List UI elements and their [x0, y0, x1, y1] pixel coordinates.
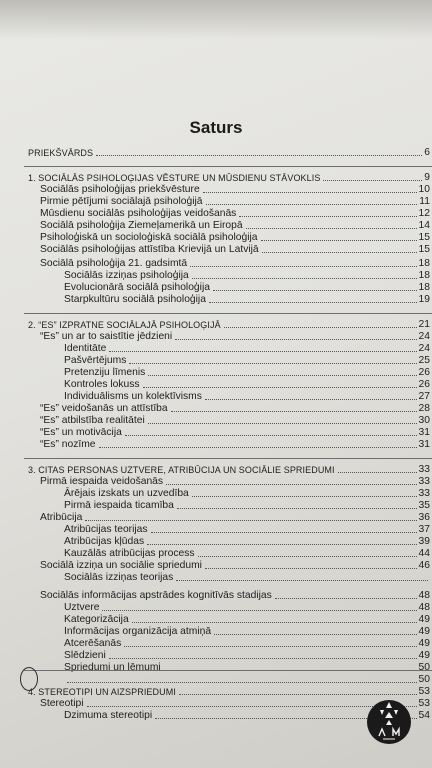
toc-entry — [64, 638, 430, 650]
toc-entry — [64, 548, 430, 560]
toc-entry-page: 12 — [418, 208, 430, 219]
dot-leader — [132, 622, 417, 623]
toc-entry-title: Psiholoģiskā un socioloģiskā sociālā psiholoģija — [40, 232, 258, 243]
toc-entry-title: “Es” veidošanās un attīstība — [40, 403, 168, 414]
toc-entry-page: 50 — [418, 662, 430, 673]
toc-entry — [40, 476, 430, 488]
toc-entry-page: 6 — [424, 147, 430, 158]
dot-leader — [148, 423, 417, 424]
toc-entry — [28, 319, 430, 331]
dot-leader — [261, 240, 417, 241]
toc-entry-title: Pirmā iespaida veidošanās — [40, 476, 164, 487]
toc-entry-page: 18 — [418, 282, 430, 293]
dot-leader — [205, 568, 417, 569]
toc-entry-title: 1. SOCIĀLĀS PSIHOLOĢIJAS VĒSTURE UN MŪSDIENU STĀVOKLIS — [28, 173, 321, 183]
toc-entry — [64, 270, 430, 282]
toc-entry-title: Sociālā psiholoģija 21. gadsimtā — [40, 258, 188, 269]
toc-entry-page: 53 — [418, 686, 430, 697]
toc-entry-page: 33 — [418, 464, 430, 475]
dot-leader — [246, 228, 417, 229]
dot-leader — [262, 252, 417, 253]
toc-entry-title: Identitāte — [64, 343, 107, 354]
toc-entry-title: Pirmā iespaida ticamība — [64, 500, 174, 511]
dot-leader — [323, 180, 422, 181]
toc-entry-page: 28 — [418, 403, 430, 414]
toc-entry-page: 54 — [418, 710, 430, 721]
toc-entry-page: 24 — [418, 331, 430, 342]
toc-entry-page: 31 — [418, 439, 430, 450]
toc-entry-page: 27 — [418, 391, 430, 402]
toc-entry-title: Ārējais izskats un uzvedība — [64, 488, 189, 499]
toc-entry-page: 31 — [418, 427, 430, 438]
toc-entry-title: Evolucionārā sociālā psiholoģija — [64, 282, 210, 293]
dot-leader — [151, 532, 417, 533]
toc-entry — [64, 379, 430, 391]
toc-entry-page: 33 — [418, 476, 430, 487]
toc-entry — [40, 232, 430, 244]
toc-entry — [64, 674, 430, 686]
toc-entry — [28, 172, 430, 184]
toc-entry-page: 36 — [418, 512, 430, 523]
toc-entry — [40, 208, 430, 220]
toc-entry-page: 30 — [418, 415, 430, 426]
pen-circle-mark — [20, 667, 38, 691]
toc-entry — [40, 560, 430, 572]
toc-entry-page: 11 — [419, 196, 430, 207]
toc-entry — [40, 220, 430, 232]
toc-entry-title: Pirmie pētījumi sociālajā psiholoģijā — [40, 196, 203, 207]
toc-entry — [64, 500, 430, 512]
toc-entry-page: 18 — [418, 258, 430, 269]
dot-leader — [190, 266, 416, 267]
toc-entry-page: 37 — [418, 524, 430, 535]
toc-entry-title: Sociālās psiholoģijas priekšvēsture — [40, 184, 200, 195]
dot-leader — [175, 339, 416, 340]
toc-entry — [64, 572, 430, 584]
toc-entry-page: 53 — [418, 698, 430, 709]
toc-entry — [64, 536, 430, 548]
toc-entry-title: Atribūcijas teorijas — [64, 524, 148, 535]
dot-leader — [275, 598, 417, 599]
toc-entry — [64, 626, 430, 638]
toc-entry — [40, 427, 430, 439]
toc-entry-page: 21 — [418, 319, 430, 330]
toc-entry-title: Atribūcijas kļūdas — [64, 536, 145, 547]
toc-entry-title: Slēdzieni — [64, 650, 106, 661]
dot-leader — [213, 290, 417, 291]
section-divider — [24, 166, 432, 167]
dot-leader — [125, 435, 417, 436]
toc-entry-page: 39 — [418, 536, 430, 547]
toc-entry — [64, 367, 430, 379]
dot-leader — [67, 682, 417, 683]
toc-entry-page: 46 — [418, 560, 430, 571]
toc-entry-page: 19 — [418, 294, 430, 305]
toc-entry-page: 10 — [418, 184, 430, 195]
toc-entry-title: Sociālās izziņas psiholoģija — [64, 270, 189, 281]
toc-entry-page: 49 — [418, 650, 430, 661]
toc-entry — [40, 403, 430, 415]
toc-entry-page: 48 — [418, 590, 430, 601]
toc-entry — [64, 614, 430, 626]
watermark-logo-icon — [366, 690, 412, 750]
toc-entry-title: Mūsdienu sociālās psiholoģijas veidošanās — [40, 208, 237, 219]
toc-entry-title: 3. CITAS PERSONAS UZTVERE, ATRIBŪCIJA UN SOCIĀLIE SPRIEDUMI — [28, 465, 335, 475]
toc-entry — [64, 662, 430, 674]
toc-entry-page: 26 — [418, 367, 430, 378]
dot-leader — [239, 216, 416, 217]
toc-entry — [64, 355, 430, 367]
toc-entry-title: Stereotipi — [40, 698, 84, 709]
toc-entry — [64, 343, 430, 355]
toc-entry-title: Sociālās izziņas teorijas — [64, 572, 174, 583]
toc-entry-title: “Es” atbilstība realitātei — [40, 415, 145, 426]
dot-leader — [198, 556, 417, 557]
dot-leader — [209, 302, 417, 303]
toc-entry — [40, 415, 430, 427]
dot-leader — [176, 580, 428, 581]
toc-entry — [40, 512, 430, 524]
dot-leader — [99, 447, 417, 448]
toc-entry-page: 25 — [418, 355, 430, 366]
toc-entry-title: Sociālās psiholoģijas attīstība Krievijā un Latvijā — [40, 244, 259, 255]
section-divider — [24, 670, 432, 671]
toc-entry-title: Uztvere — [64, 602, 100, 613]
dot-leader — [214, 634, 416, 635]
toc-entry-title: Pašvērtējums — [64, 355, 127, 366]
toc-entry — [40, 331, 430, 343]
toc-entry — [40, 590, 430, 602]
toc-entry — [64, 488, 430, 500]
toc-entry — [28, 147, 430, 159]
toc-entry-page: 49 — [418, 626, 430, 637]
toc-entry-page: 48 — [418, 602, 430, 613]
dot-leader — [338, 472, 417, 473]
dot-leader — [177, 508, 417, 509]
toc-entry — [64, 650, 430, 662]
dot-leader — [205, 399, 417, 400]
toc-entry — [40, 439, 430, 451]
dot-leader — [224, 327, 417, 328]
page-title: Saturs — [189, 118, 243, 137]
toc-entry-title: PRIEKŠVĀRDS — [28, 148, 94, 158]
dot-leader — [147, 544, 416, 545]
dot-leader — [192, 496, 417, 497]
dot-leader — [192, 278, 417, 279]
section-divider — [24, 458, 432, 459]
dot-leader — [166, 484, 416, 485]
toc-entry — [28, 464, 430, 476]
toc-entry-title: Dzimuma stereotipi — [64, 710, 153, 721]
dot-leader — [102, 610, 416, 611]
toc-entry-page: 35 — [418, 500, 430, 511]
toc-entry — [64, 391, 430, 403]
toc-entry — [40, 258, 430, 270]
toc-entry-title: 4. STEREOTIPI UN AIZSPRIEDUMI — [28, 687, 176, 697]
toc-entry-title: Kauzālās atribūcijas process — [64, 548, 195, 559]
toc-entry-title: Pretenziju līmenis — [64, 367, 146, 378]
toc-entry-title: “Es” un motivācija — [40, 427, 122, 438]
toc-entry — [64, 524, 430, 536]
toc-entry-title: 2. “ES” IZPRATNE SOCIĀLAJĀ PSIHOLOĢIJĀ — [28, 320, 221, 330]
dot-leader — [109, 351, 416, 352]
toc-entry-title: Sociālās informācijas apstrādes kognitīvās stadijas — [40, 590, 272, 601]
toc-entry — [40, 184, 430, 196]
toc-entry-title: Starpkultūru sociālā psiholoģija — [64, 294, 206, 305]
section-divider — [24, 313, 432, 314]
toc-entry — [64, 294, 430, 306]
toc-entry-page: 18 — [418, 270, 430, 281]
dot-leader — [109, 658, 417, 659]
toc-entry-title: Sociālā psiholoģija Ziemeļamerikā un Eiropā — [40, 220, 243, 231]
toc-entry — [64, 282, 430, 294]
toc-entry-page: 15 — [418, 232, 430, 243]
toc-entry — [64, 602, 430, 614]
toc-entry-page: 26 — [418, 379, 430, 390]
toc-entry-page: 15 — [418, 244, 430, 255]
dot-leader — [206, 204, 418, 205]
toc-entry-title: Atribūcija — [40, 512, 83, 523]
dot-leader — [148, 375, 416, 376]
dot-leader — [129, 363, 416, 364]
dot-leader — [143, 387, 417, 388]
toc-entry-page: 49 — [418, 614, 430, 625]
toc-entry-title: Spriedumi un lēmumi — [64, 662, 161, 673]
toc-entry-page: 14 — [418, 220, 430, 231]
dot-leader — [85, 520, 416, 521]
toc-entry-page: 33 — [418, 488, 430, 499]
toc-entry-page: 24 — [418, 343, 430, 354]
dot-leader — [203, 192, 417, 193]
dot-leader — [171, 411, 417, 412]
toc-entry-title: “Es” un ar to saistītie jēdzieni — [40, 331, 173, 342]
toc-entry-title: “Es” nozīme — [40, 439, 96, 450]
toc-entry-title: Individuālisms un kolektīvisms — [64, 391, 202, 402]
toc-entry-page: 50 — [418, 674, 430, 685]
toc-entry-title: Informācijas organizācija atmiņā — [64, 626, 212, 637]
toc-entry-title: Atcerēšanās — [64, 638, 122, 649]
toc-entry-page: 49 — [418, 638, 430, 649]
toc-entry — [40, 244, 430, 256]
toc-entry-page: 9 — [424, 172, 430, 183]
toc-entry-title: Kontroles lokuss — [64, 379, 140, 390]
toc-entry-page: 44 — [418, 548, 430, 559]
toc-entry-title: Kategorizācija — [64, 614, 129, 625]
dot-leader — [124, 646, 416, 647]
toc-entry — [40, 196, 430, 208]
toc-entry-title: Sociālā izziņa un sociālie spriedumi — [40, 560, 202, 571]
dot-leader — [96, 155, 422, 156]
